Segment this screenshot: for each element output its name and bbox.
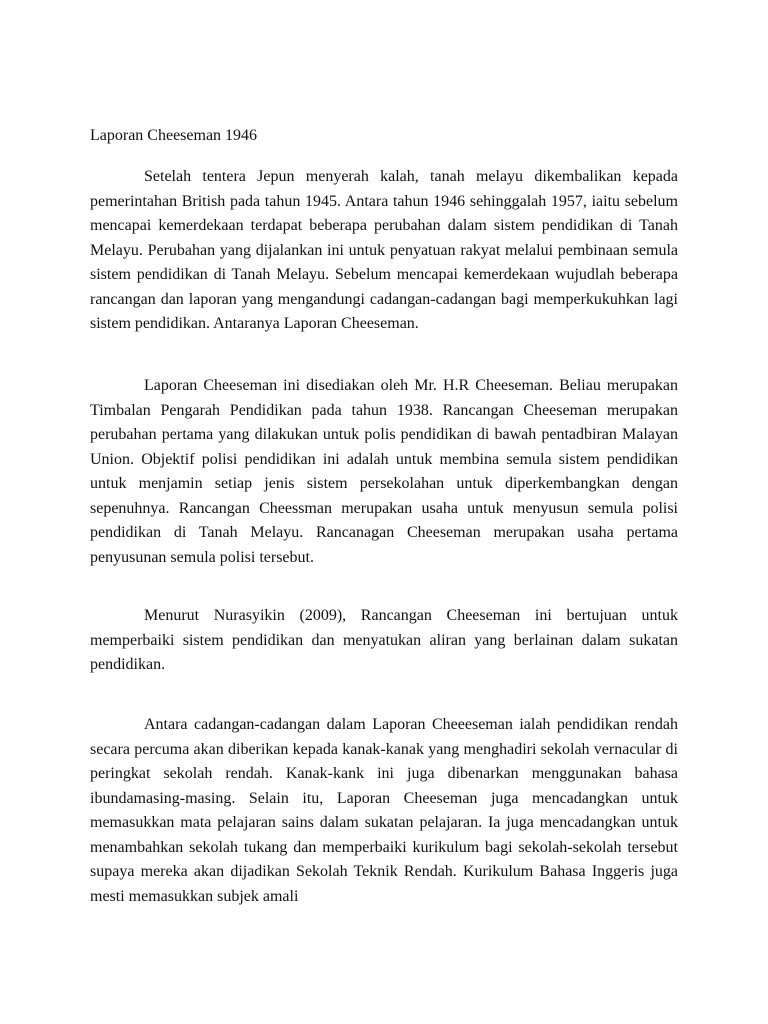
document-title: Laporan Cheeseman 1946: [90, 127, 258, 144]
paragraph-4: Antara cadangan-cadangan dalam Laporan Cheeeseman ialah pendidikan rendah secara percuma akan diberikan kepada kanak-kanak yang menghadiri sekolah vernacular di peringkat sekolah rendah. Kanak-kank ini juga dibenarkan menggunakan bahasa ibundamasing-masing. Selain itu, Laporan Cheeseman juga mencadangkan untuk memasukkan mata pelajaran sains dalam sukatan pelajaran. Ia juga mencadangkan untuk menambahkan sekolah tukang dan memperbaiki kurikulum bagi sekolah-sekolah tersebut supaya mereka akan dijadikan Sekolah Teknik Rendah. Kurikulum Bahasa Inggeris juga mesti memasukkan subjek amali: [90, 716, 678, 905]
paragraph-3: Menurut Nurasyikin (2009), Rancangan Cheeseman ini bertujuan untuk memperbaiki sistem pendidikan dan menyatukan aliran yang berlainan dalam sukatan pendidikan.: [90, 607, 678, 673]
paragraph-1: Setelah tentera Jepun menyerah kalah, tanah melayu dikembalikan kepada pemerintahan British pada tahun 1945. Antara tahun 1946 sehinggalah 1957, iaitu sebelum mencapai kemerdekaan terdapat beberapa perubahan dalam sistem pendidikan di Tanah Melayu. Perubahan yang dijalankan ini untuk penyatuan rakyat melalui pembinaan semula sistem pendidikan di Tanah Melayu. Sebelum mencapai kemerdekaan wujudlah beberapa rancangan dan laporan yang mengandungi cadangan-cadangan bagi memperkukuhkan lagi sistem pendidikan. Antaranya Laporan Cheeseman.: [90, 168, 678, 332]
paragraph-2: Laporan Cheeseman ini disediakan oleh Mr. H.R Cheeseman. Beliau merupakan Timbalan Pengarah Pendidikan pada tahun 1938. Rancangan Cheeseman merupakan perubahan pertama yang dilakukan untuk polis pendidikan di bawah pentadbiran Malayan Union. Objektif polisi pendidikan ini adalah untuk membina semula sistem pendidikan untuk menjamin setiap jenis sistem persekolahan untuk diperkembangkan dengan sepenuhnya. Rancangan Cheessman merupakan usaha untuk menyusun semula polisi pendidikan di Tanah Melayu. Rancanagan Cheeseman merupakan usaha pertama penyusunan semula polisi tersebut.: [90, 377, 678, 566]
